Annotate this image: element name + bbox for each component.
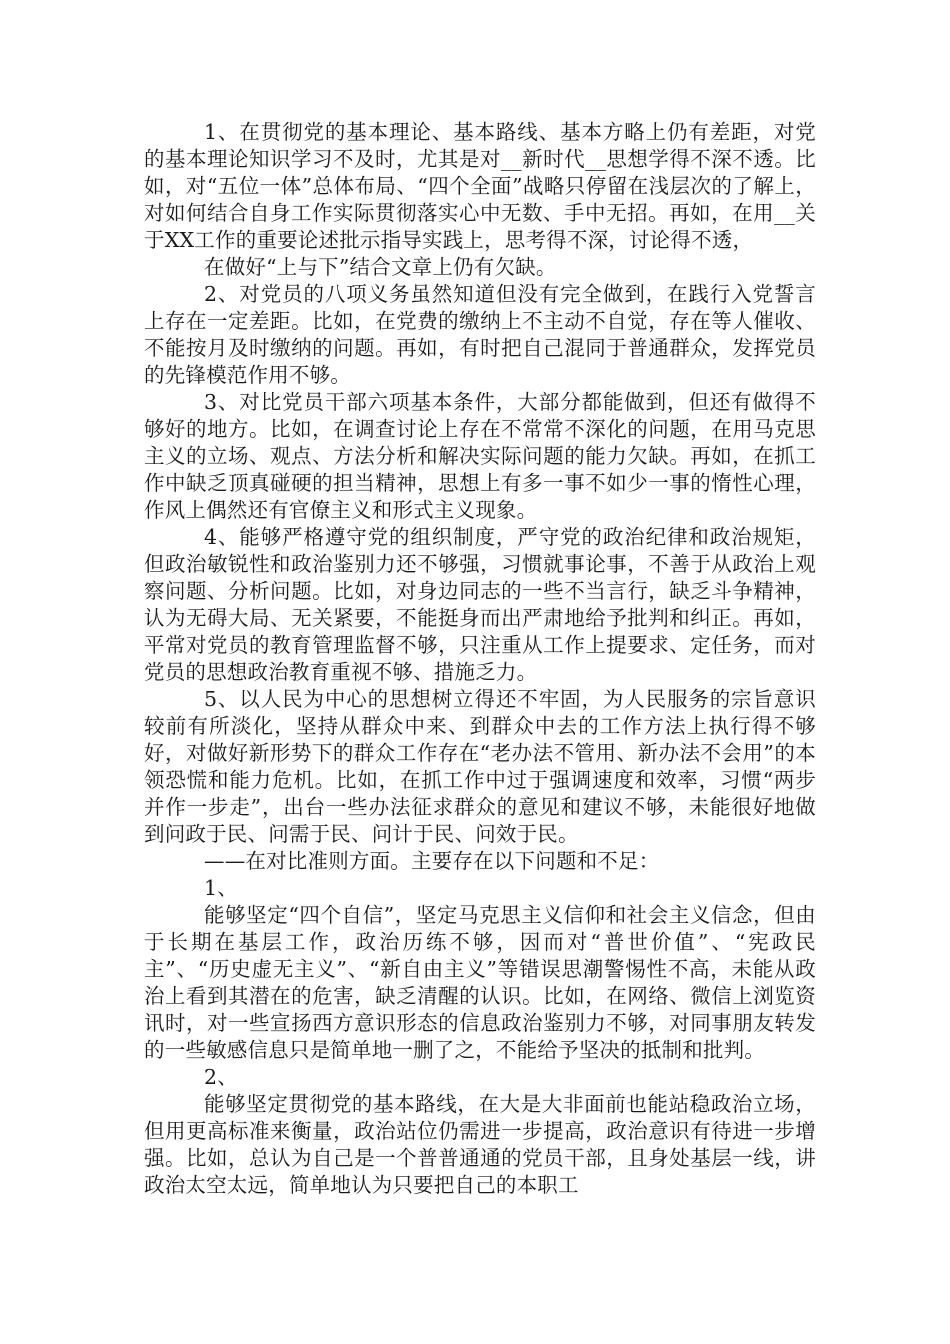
item-number-2: 2、 <box>204 1065 238 1089</box>
paragraph-8: 能够坚定贯彻党的基本路线，在大是大非面前也能站稳政治立场，但用更高标准来衡量，政治站位仍需进一步提高，政治意识有待进一步增强。比如，总认为自己是一个普普通通的党员干部，且身处基层一线，讲政治太空太远，简单地认为只要把自己的本职工 <box>144 1092 816 1197</box>
item-number-1: 1、 <box>204 876 238 900</box>
paragraph-1: 1、在贯彻党的基本理论、基本路线、基本方略上仍有差距，对党的基本理论知识学习不及时，尤其是对__新时代__思想学得不深不透。比如，对“五位一体”总体布局、“四个全面”战略只停留在浅层次的了解上，对如何结合自身工作实际贯彻落实心中无数、手中无招。再如，在用__关于XX工作的重要论述批示指导实践上，思考得不深，讨论得不透， <box>144 120 816 252</box>
section-heading: ——在对比准则方面。主要存在以下问题和不足： <box>204 849 660 873</box>
paragraph-6: 5、以人民为中心的思想树立得还不牢固，为人民服务的宗旨意识较前有所淡化，坚持从群众中来、到群众中去的工作方法上执行得不够好，对做好新形势下的群众工作存在“老办法不管用、新办法不会用”的本领恐慌和能力危机。比如，在抓工作中过于强调速度和效率，习惯“两步并作一步走”，出台一些办法征求群众的意见和建议不够，未能很好地做到问政于民、问需于民、问计于民、问效于民。 <box>144 687 816 846</box>
paragraph-7: 能够坚定“四个自信”，坚定马克思主义信仰和社会主义信念，但由于长期在基层工作，政治历练不够，因而对“普世价值”、“宪政民主”、“历史虚无主义”、“新自由主义”等错误思潮警惕性不高，未能从政治上看到其潜在的危害，缺乏清醒的认识。比如，在网络、微信上浏览资讯时，对一些宣扬西方意识形态的信息政治鉴别力不够，对同事朋友转发的一些敏感信息只是简单地一删了之，不能给予坚决的抵制和批判。 <box>144 903 816 1062</box>
document-body <box>144 119 816 1199</box>
paragraph-3: 2、对党员的八项义务虽然知道但没有完全做到，在践行入党誓言上存在一定差距。比如，在党费的缴纳上不主动不自觉，存在等人催收、不能按月及时缴纳的问题。再如，有时把自己混同于普通群众，发挥党员的先锋模范作用不够。 <box>144 282 816 387</box>
paragraph-5: 4、能够严格遵守党的组织制度，严守党的政治纪律和政治规矩，但政治敏锐性和政治鉴别力还不够强，习惯就事论事，不善于从政治上观察问题、分析问题。比如，对身边同志的一些不当言行，缺乏斗争精神，认为无碍大局、无关紧要，不能挺身而出严肃地给予批判和纠正。再如，平常对党员的教育管理监督不够，只注重从工作上提要求、定任务，而对党员的思想政治教育重视不够、措施乏力。 <box>144 525 816 684</box>
paragraph-4: 3、对比党员干部六项基本条件，大部分都能做到，但还有做得不够好的地方。比如，在调查讨论上存在不常常不深化的问题，在用马克思主义的立场、观点、方法分析和解决实际问题的能力欠缺。再如，在抓工作中缺乏顶真碰硬的担当精神，思想上有多一事不如少一事的惰性心理，作风上偶然还有官僚主义和形式主义现象。 <box>144 390 816 522</box>
paragraph-2: 在做好“上与下”结合文章上仍有欠缺。 <box>204 255 557 279</box>
